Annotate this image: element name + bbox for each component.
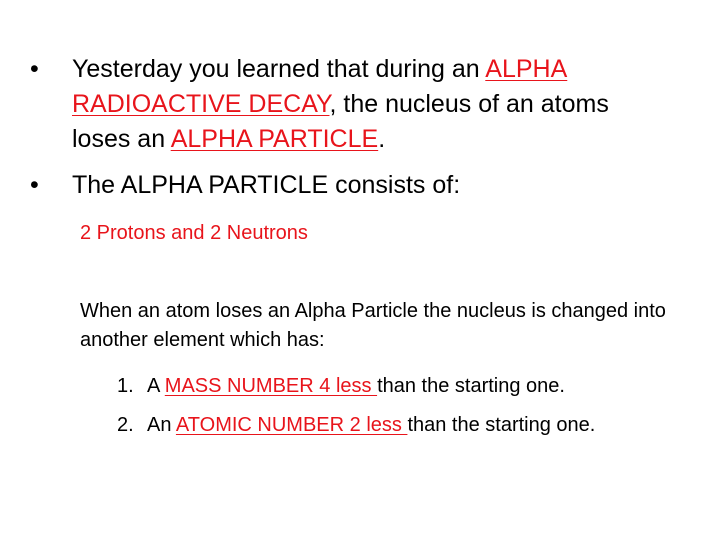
list-prefix: An <box>147 414 176 436</box>
list-prefix: A <box>147 375 165 397</box>
bullet-1-part-3: , the nucleus of an atoms loses an <box>72 90 609 153</box>
list-number: 1. <box>117 375 134 397</box>
composition-line: 2 Protons and 2 Neutrons <box>80 222 308 244</box>
alpha-radioactive-decay-term: ALPHA RADIOACTIVE DECAY <box>72 55 568 118</box>
bullet-1-part-1: Yesterday you learned that during an <box>72 55 486 83</box>
bullet-2-text: The ALPHA PARTICLE consists of: <box>72 171 461 199</box>
bullet-1 <box>30 52 670 157</box>
list-item <box>80 372 700 401</box>
bullet-2 <box>30 168 670 203</box>
numbered-list <box>80 372 700 440</box>
list-suffix: than the starting one. <box>377 375 565 397</box>
bullet-1-part-5: . <box>378 125 386 153</box>
list-suffix: than the starting one. <box>407 414 596 436</box>
bullet-marker: • <box>30 55 39 83</box>
list-number: 2. <box>117 414 134 436</box>
alpha-particle-term: ALPHA PARTICLE <box>170 125 379 153</box>
list-item <box>80 411 700 440</box>
mass-number-term: MASS NUMBER 4 less <box>164 375 378 397</box>
explanation-paragraph: When an atom loses an Alpha Particle the nucleus is changed into another element which has: <box>80 300 666 351</box>
atomic-number-term: ATOMIC NUMBER 2 less <box>175 414 408 436</box>
bullet-marker: • <box>30 171 39 199</box>
bullet-1-text <box>72 52 670 157</box>
